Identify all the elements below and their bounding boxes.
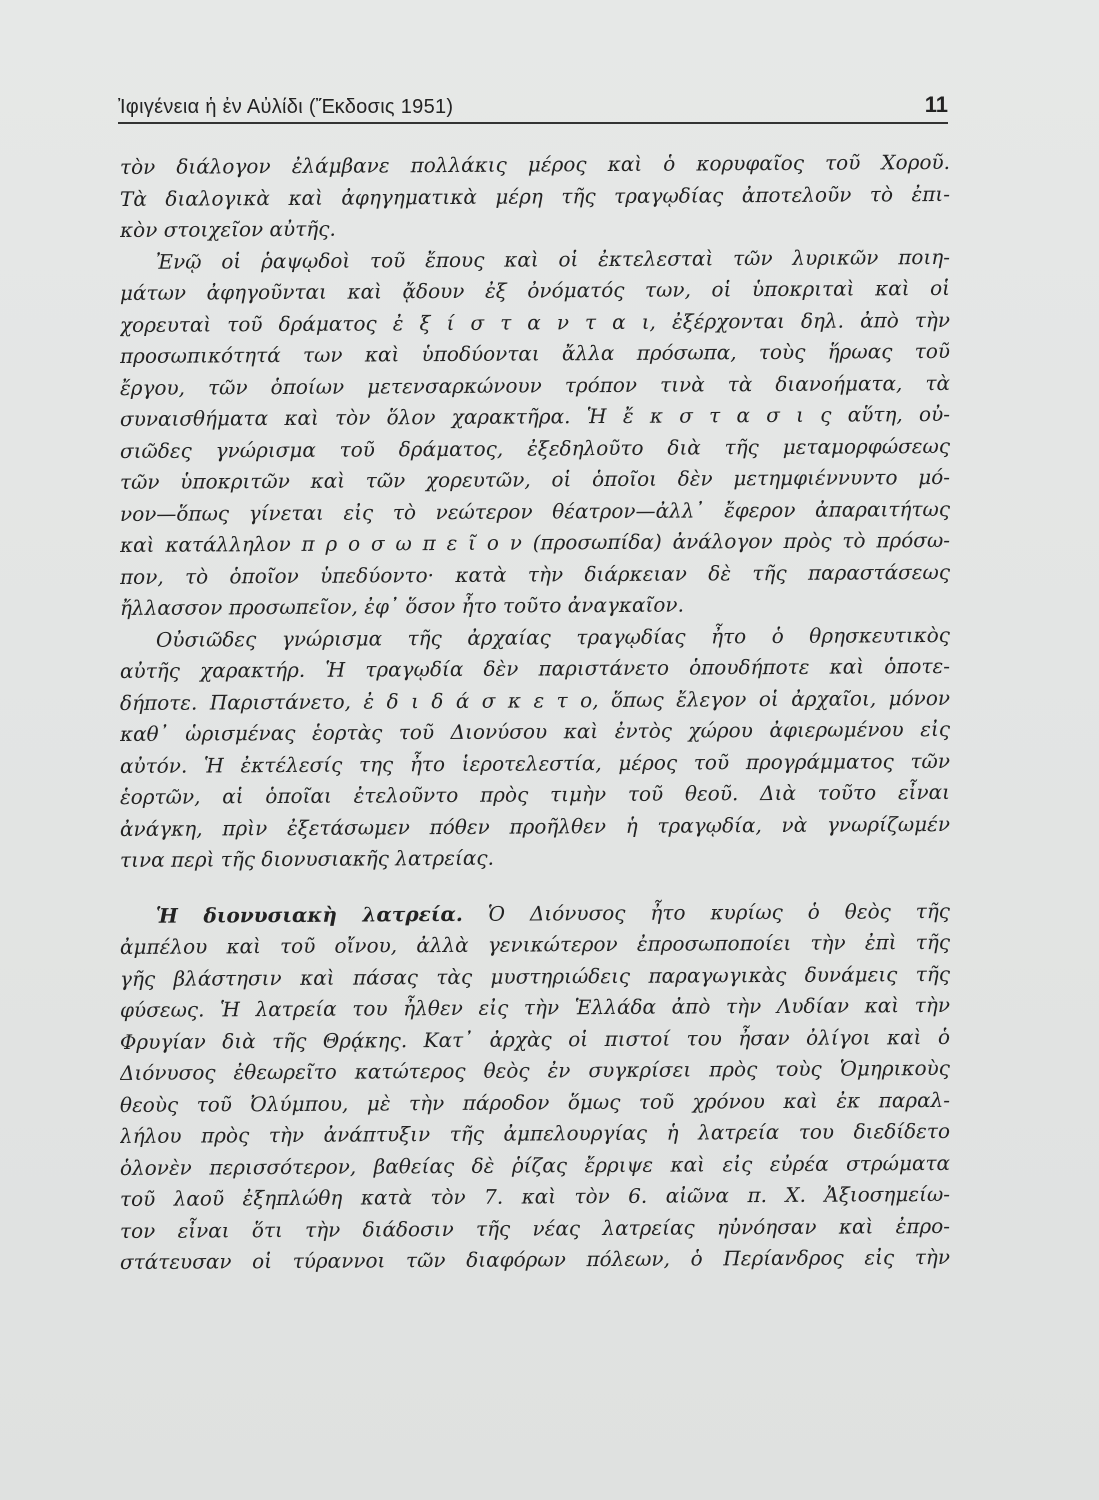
text-line: γῆς βλάστησιν καὶ πάσας τὰς μυστηριώδεις παραγωγικὰς δυνάμεις τῆς — [119, 961, 951, 991]
text-line: ἔργου, τῶν ὁποίων μετενσαρκώνουν τρόπον τινὰ τὰ διανοήματα, τὰ — [119, 370, 951, 400]
text-line: στάτευσαν οἱ τύραννοι τῶν διαφόρων πόλεων, ὁ Περίανδρος εἰς τὴν — [119, 1244, 951, 1274]
text-line: θεοὺς τοῦ Ὀλύμπου, μὲ τὴν πάροδον ὅμως τοῦ χρόνου καὶ ἐκ παραλ- — [119, 1087, 951, 1117]
text-line: αὐτῆς χαρακτήρ. Ἡ τραγῳδία δὲν παριστάνετο ὁπουδήποτε καὶ ὁποτε- — [119, 653, 951, 683]
text-line: καθ᾿ ὡρισμένας ἑορτὰς τοῦ Διονύσου καὶ ἐντὸς χώρου ἀφιερωμένου εἰς — [119, 716, 951, 746]
text-line: φύσεως. Ἡ λατρεία του ἦλθεν εἰς τὴν Ἑλλάδα ἀπὸ τὴν Λυδίαν καὶ τὴν — [119, 992, 951, 1022]
section-heading: Ἡ διονυσιακὴ λατρεία. — [155, 901, 463, 928]
text-line: Φρυγίαν διὰ τῆς Θρᾴκης. Κατ᾿ ἀρχὰς οἱ πιστοί του ἦσαν ὀλίγοι καὶ ὁ — [119, 1024, 951, 1054]
section-first-line — [120, 895, 950, 932]
text-line: τὸν διάλογον ἐλάμβανε πολλάκις μέρος καὶ ὁ κορυφαῖος τοῦ Χοροῦ. — [119, 149, 951, 179]
text-line: μάτων ἀφηγοῦνται καὶ ᾄδουν ἐξ ὀνόματός των, οἱ ὑποκριταὶ καὶ οἱ — [119, 275, 951, 305]
section-first-line-text: Ὁ Διόνυσος ἦτο κυρίως ὁ θεὸς τῆς — [487, 898, 951, 926]
text-line: Διόνυσος ἐθεωρεῖτο κατώτερος θεὸς ἐν συγκρίσει πρὸς τοὺς Ὁμηρικοὺς — [119, 1055, 951, 1085]
text-line: ὁλονὲν περισσότερον, βαθείας δὲ ῥίζας ἔρριψε καὶ εἰς εὐρέα στρώματα — [119, 1150, 951, 1180]
text-line: λήλου πρὸς τὴν ἀνάπτυξιν τῆς ἀμπελουργίας ἡ λατρεία του διεδίδετο — [119, 1118, 951, 1148]
text-line: Τὰ διαλογικὰ καὶ ἀφηγηματικὰ μέρη τῆς τραγῳδίας ἀποτελοῦν τὸ ἐπι- — [119, 181, 951, 211]
text-line: καὶ κατάλληλον π ρ ο σ ω π ε ῖ ο ν (προσωπίδα) ἀνάλογον πρὸς τὸ πρόσω- — [119, 527, 951, 557]
text-line: Οὐσιῶδες γνώρισμα τῆς ἀρχαίας τραγῳδίας ἦτο ὁ θρησκευτικὸς — [155, 622, 951, 652]
text-line: κὸν στοιχεῖον αὐτῆς. — [119, 216, 336, 242]
text-line: ἑορτῶν, αἱ ὁποῖαι ἐτελοῦντο πρὸς τιμὴν τοῦ θεοῦ. Διὰ τοῦτο εἶναι — [119, 779, 951, 809]
running-header — [118, 92, 948, 124]
text-line: αὐτόν. Ἡ ἐκτέλεσίς της ἦτο ἱεροτελεστία, μέρος τοῦ προγράμματος τῶν — [119, 748, 951, 778]
text-line: νον—ὅπως γίνεται εἰς τὸ νεώτερον θέατρον—ἀλλ᾿ ἔφερον ἀπαραιτήτως — [119, 496, 951, 526]
text-line: προσωπικότητά των καὶ ὑποδύονται ἄλλα πρόσωπα, τοὺς ἥρωας τοῦ — [119, 338, 951, 368]
text-line: πον, τὸ ὁποῖον ὑπεδύοντο· κατὰ τὴν διάρκειαν δὲ τῆς παραστάσεως — [119, 559, 951, 589]
page-number: 11 — [924, 92, 948, 117]
text-line: τῶν ὑποκριτῶν καὶ τῶν χορευτῶν, οἱ ὁποῖοι δὲν μετημφιέννυντο μό- — [119, 464, 951, 494]
text-line: ἀμπέλου καὶ τοῦ οἴνου, ἀλλὰ γενικώτερον ἐπροσωποποίει τὴν ἐπὶ τῆς — [119, 929, 951, 959]
body-text — [119, 149, 951, 1279]
text-line: τοῦ λαοῦ ἐξηπλώθη κατὰ τὸν 7. καὶ τὸν 6. αἰῶνα π. Χ. Ἀξιοσημείω- — [119, 1181, 951, 1211]
text-line: ἀνάγκη, πρὶν ἐξετάσωμεν πόθεν προῆλθεν ἡ τραγῳδία, νὰ γνωρίζωμέν — [119, 811, 951, 841]
text-line: συναισθήματα καὶ τὸν ὅλον χαρακτῆρα. Ἡ ἔ κ σ τ α σ ι ς αὕτη, οὐ- — [119, 401, 951, 431]
text-line: τινα περὶ τῆς διονυσιακῆς λατρείας. — [119, 845, 494, 872]
text-line: δήποτε. Παριστάνετο, ἐ δ ι δ ά σ κ ε τ ο, ὅπως ἔλεγον οἱ ἀρχαῖοι, μόνον — [119, 685, 951, 715]
text-line: Ἐνῷ οἱ ῥαψῳδοὶ τοῦ ἔπους καὶ οἱ ἐκτελεσταὶ τῶν λυρικῶν ποιη- — [155, 244, 951, 274]
text-line: ἤλλασσον προσωπεῖον, ἐφ᾿ ὅσον ἦτο τοῦτο ἀναγκαῖον. — [119, 592, 684, 620]
text-line: χορευταὶ τοῦ δράματος ἐ ξ ί σ τ α ν τ α ι, ἐξέρχονται δηλ. ἀπὸ τὴν — [119, 307, 951, 337]
running-title: Ἰφιγένεια ἡ ἐν Αὐλίδι (Ἔκδοσις 1951) — [118, 96, 454, 118]
text-line: τον εἶναι ὅτι τὴν διάδοσιν τῆς νέας λατρείας ηὐνόησαν καὶ ἐπρο- — [119, 1213, 951, 1243]
text-line: σιῶδες γνώρισμα τοῦ δράματος, ἐξεδηλοῦτο διὰ τῆς μεταμορφώσεως — [119, 433, 951, 463]
